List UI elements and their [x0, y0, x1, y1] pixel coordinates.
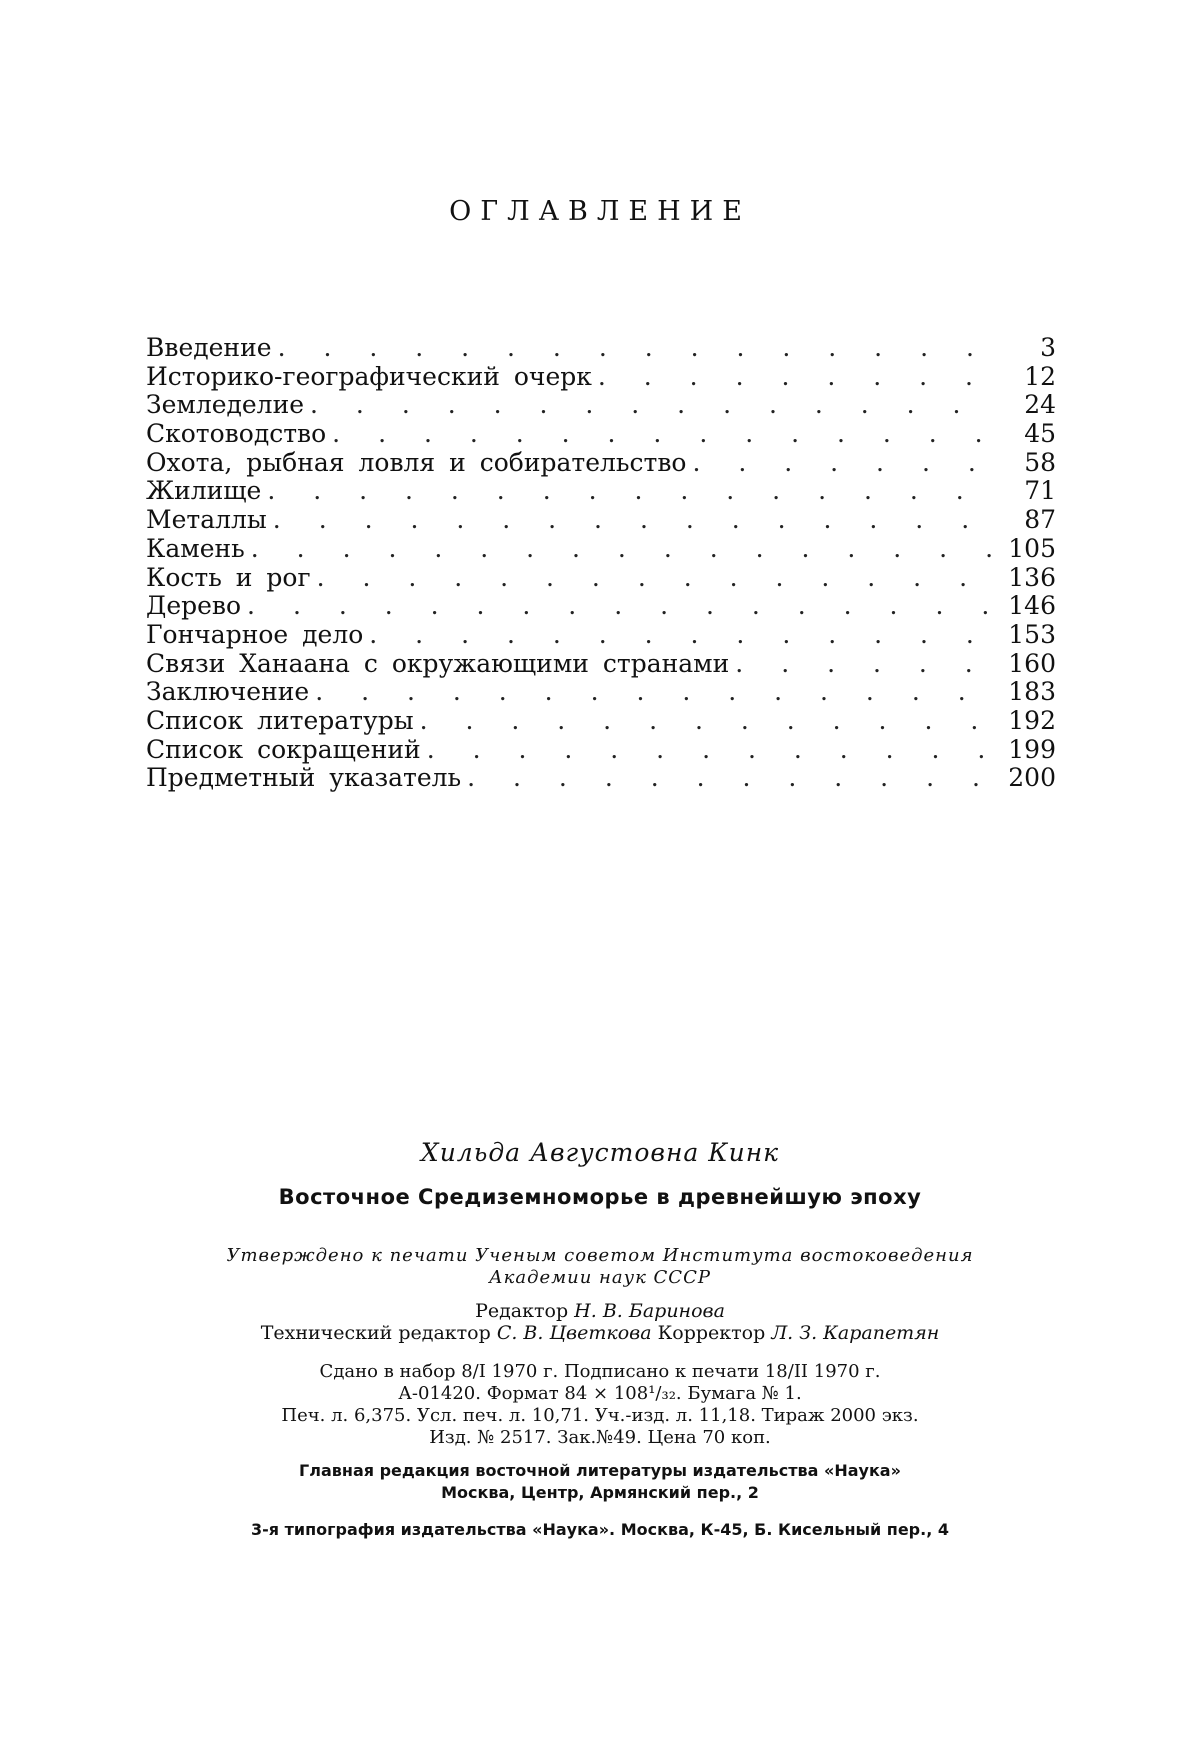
toc-entry-page: 136 [1008, 562, 1056, 592]
dot-leader [420, 707, 1000, 736]
toc-entry-label: Скотоводство [146, 419, 327, 449]
toc-entry-page: 146 [1008, 591, 1056, 621]
toc-entry-page: 71 [1024, 476, 1056, 506]
toc-entry-page: 199 [1008, 734, 1056, 764]
dot-leader [317, 564, 1000, 593]
toc-entry-label: Дерево [146, 591, 242, 621]
publisher-block [120, 1460, 1080, 1504]
toc-entry-page: 3 [1040, 333, 1056, 362]
dot-leader [692, 449, 1000, 478]
toc-entry-page: 105 [1008, 533, 1056, 563]
print-data-line: Печ. л. 6,375. Усл. печ. л. 10,71. Уч.-изд. л. 11,18. Тираж 2000 экз. [281, 1405, 919, 1426]
dot-leader [735, 650, 1000, 679]
toc-entry-label: Гончарное дело [146, 619, 364, 649]
dot-leader [247, 592, 1000, 621]
toc-entry [146, 506, 1056, 535]
dot-leader [598, 363, 1000, 392]
editor-name: Н. В. Баринова [574, 1300, 725, 1322]
dot-leader [427, 736, 1000, 765]
toc-entry [146, 650, 1056, 679]
toc-entry [146, 621, 1056, 650]
dot-leader [251, 535, 1000, 564]
approval-line: Академии наук СССР [489, 1267, 711, 1288]
approval-note [120, 1245, 1080, 1289]
toc-entry [146, 736, 1056, 765]
toc-entry-page: 200 [1008, 763, 1056, 793]
dot-leader [267, 477, 1000, 506]
toc-entry-label: Введение [146, 333, 272, 362]
toc-entry [146, 363, 1056, 392]
toc-entry-page: 183 [1008, 677, 1056, 707]
dot-leader [369, 621, 1000, 650]
editors-block [120, 1300, 1080, 1344]
tech-editor-line [120, 1322, 1080, 1344]
toc-entry [146, 477, 1056, 506]
editor-label: Редактор [475, 1300, 569, 1322]
print-data-line: Сдано в набор 8/I 1970 г. Подписано к печати 18/II 1970 г. [319, 1361, 881, 1382]
toc-entry-label: Металлы [146, 505, 267, 535]
dot-leader [273, 506, 1000, 535]
toc-entry-page: 58 [1024, 447, 1056, 477]
dot-leader [278, 334, 1000, 363]
toc-entry [146, 449, 1056, 478]
toc-entry [146, 420, 1056, 449]
print-data-line: Изд. № 2517. Зак.№49. Цена 70 коп. [429, 1427, 771, 1448]
printing-house: 3-я типография издательства «Наука». Москва, К-45, Б. Кисельный пер., 4 [250, 1520, 949, 1539]
toc-entry-label: Камень [146, 533, 245, 563]
toc-entry-label: Заключение [146, 677, 310, 707]
toc-entry [146, 678, 1056, 707]
toc-entry [146, 764, 1056, 793]
toc-entry-label: Жилище [146, 476, 262, 506]
toc-entry-page: 192 [1008, 705, 1056, 735]
toc-entry-page: 160 [1008, 648, 1056, 678]
corrector-label: Корректор [657, 1322, 766, 1344]
dot-leader [315, 678, 1000, 707]
publisher-line: Москва, Центр, Армянский пер., 2 [441, 1483, 759, 1502]
toc-entry-label: Кость и рог [146, 562, 311, 592]
publisher-line: Главная редакция восточной литературы издательства «Наука» [299, 1461, 901, 1480]
author-name: Хильда Августовна Кинк [420, 1138, 780, 1167]
editor-line [120, 1300, 1080, 1322]
toc-entry [146, 535, 1056, 564]
toc-entry-page: 87 [1024, 505, 1056, 535]
toc-entry-label: Охота, рыбная ловля и собирательство [146, 447, 687, 477]
book-title: Восточное Средиземноморье в древнейшую эпоху [278, 1185, 922, 1209]
toc-entry [146, 334, 1056, 363]
print-data-line: А-01420. Формат 84 × 108¹/₃₂. Бумага № 1. [398, 1383, 802, 1404]
toc-entry-page: 153 [1008, 619, 1056, 649]
table-of-contents [146, 334, 1056, 793]
print-data-block [120, 1361, 1080, 1449]
toc-title: ОГЛАВЛЕНИЕ [449, 196, 751, 227]
toc-entry-label: Список сокращений [146, 734, 421, 764]
toc-entry-label: Земледелие [146, 390, 305, 420]
toc-entry-label: Предметный указатель [146, 763, 462, 793]
corrector-name: Л. З. Карапетян [771, 1322, 940, 1344]
toc-entry [146, 564, 1056, 593]
toc-entry [146, 391, 1056, 420]
toc-entry-page: 45 [1024, 419, 1056, 449]
tech-editor-label: Технический редактор [260, 1322, 491, 1344]
toc-entry [146, 592, 1056, 621]
tech-editor-name: С. В. Цветкова [496, 1322, 652, 1344]
dot-leader [332, 420, 1000, 449]
dot-leader [467, 764, 1000, 793]
toc-entry-page: 12 [1024, 361, 1056, 391]
toc-entry-page: 24 [1024, 390, 1056, 420]
toc-entry-label: Список литературы [146, 705, 414, 735]
toc-entry-label: Историко-географический очерк [146, 361, 592, 391]
toc-entry-label: Связи Ханаана с окружающими странами [146, 648, 730, 678]
toc-entry [146, 707, 1056, 736]
dot-leader [310, 391, 1000, 420]
approval-line: Утверждено к печати Ученым советом Института востоковедения [226, 1245, 974, 1266]
